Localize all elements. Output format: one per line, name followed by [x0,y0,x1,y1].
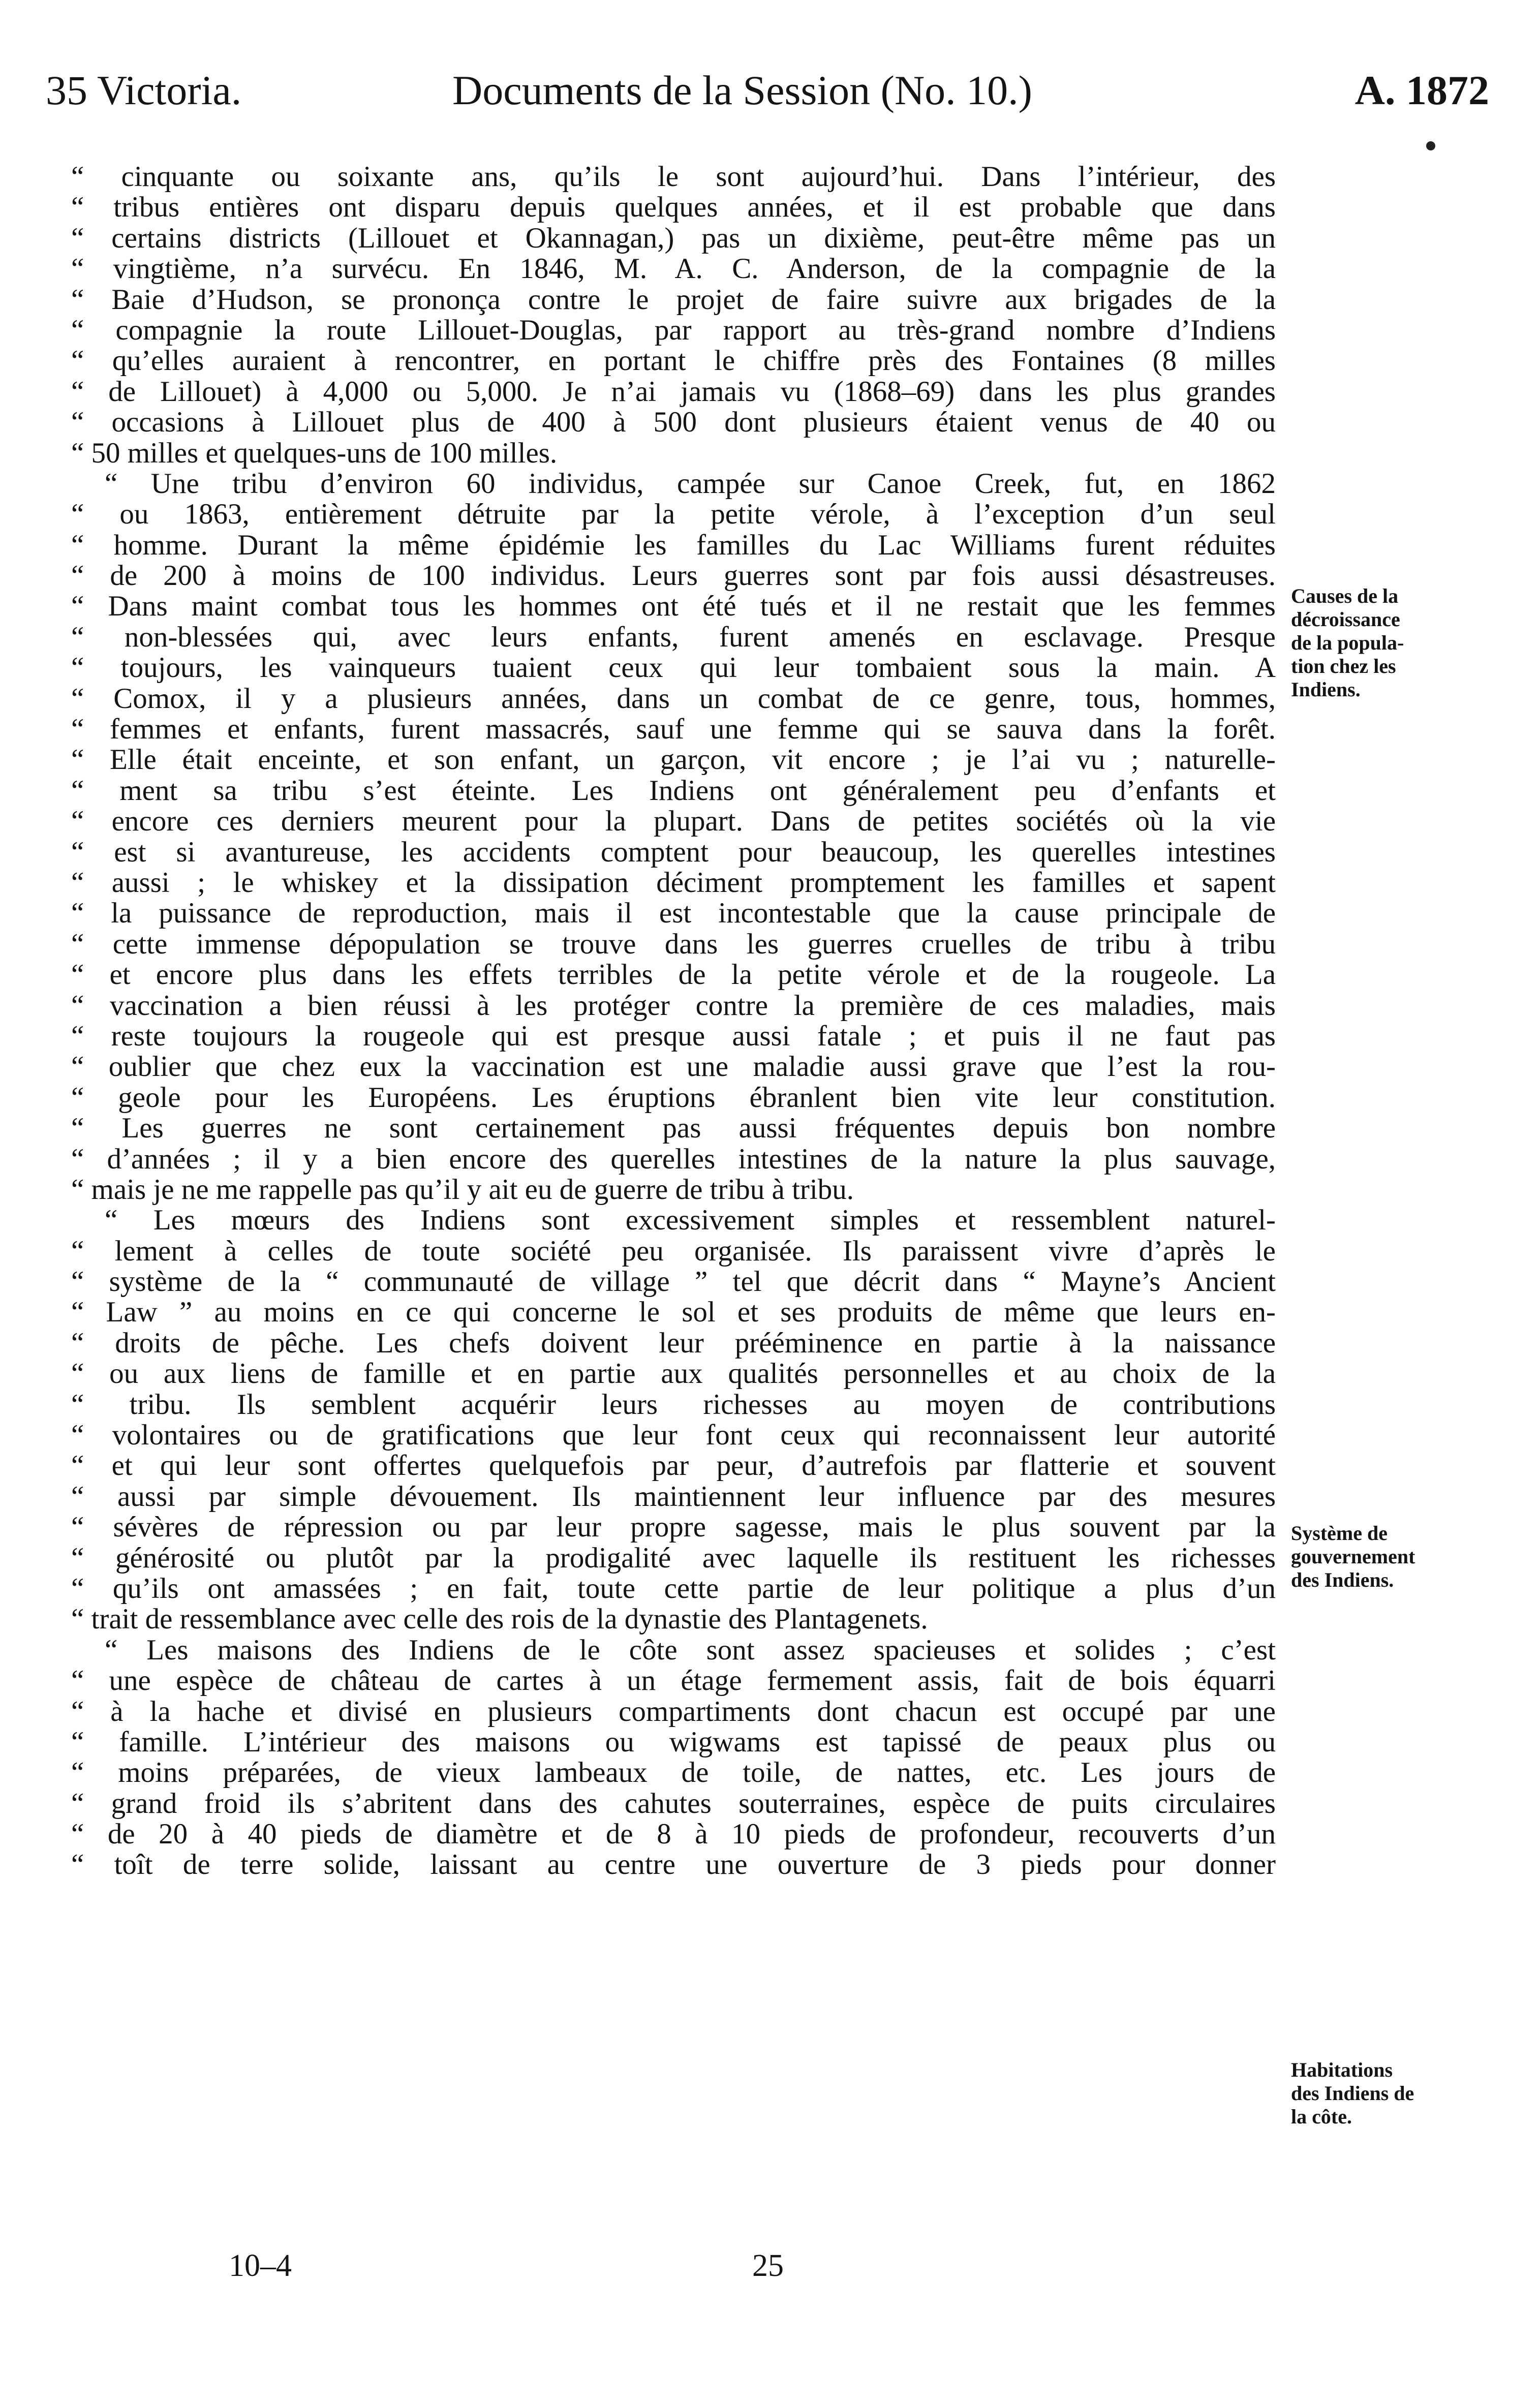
text-line: “ Law ” au moins en ce qui concerne le sol et ses produits de même que leurs en- [71,1297,1276,1328]
header-volume: 35 Victoria. [46,67,242,113]
header-year: A. 1872 [1354,67,1489,113]
text-line: “ tribus entières ont disparu depuis quelques années, et il est probable que dans [71,192,1276,223]
text-line: “ famille. L’intérieur des maisons ou wigwams est tapissé de peaux plus ou [71,1726,1276,1758]
margin-note-line: Indiens. [1291,678,1361,701]
text-line: “ Elle était enceinte, et son enfant, un garçon, vit encore ; je l’ai vu ; naturelle- [71,745,1276,776]
text-line: “ est si avantureuse, les accidents comptent pour beaucoup, les querelles intestines [71,837,1276,868]
text-line: “ 50 milles et quelques-uns de 100 milles. [71,438,558,469]
text-line: “ homme. Durant la même épidémie les familles du Lac Williams furent réduites [71,530,1276,561]
text-line: “ femmes et enfants, furent massacrés, sauf une femme qui se sauva dans la forêt. [71,714,1276,745]
text-line: “ Les mœurs des Indiens sont excessivement simples et ressemblent naturel- [105,1205,1276,1236]
text-line: “ volontaires ou de gratifications que leur font ceux qui reconnaissent leur autorité [71,1420,1276,1451]
text-line: “ tribu. Ils semblent acquérir leurs richesses au moyen de contributions [71,1389,1276,1421]
text-line: “ vaccination a bien réussi à les protéger contre la première de ces maladies, mais [71,990,1276,1021]
text-line: “ générosité ou plutôt par la prodigalité avec laquelle ils restituent les richesses [71,1543,1276,1574]
text-line: “ grand froid ils s’abritent dans des cahutes souterraines, espèce de puits circulaires [71,1788,1276,1819]
text-line: “ moins préparées, de vieux lambeaux de toile, de nattes, etc. Les jours de [71,1757,1276,1788]
margin-note-line: la côte. [1291,2105,1352,2128]
text-line: “ encore ces derniers meurent pour la plupart. Dans de petites sociétés où la vie [71,806,1276,837]
text-line: “ Une tribu d’environ 60 individus, campée sur Canoe Creek, fut, en 1862 [105,468,1276,500]
text-line: “ certains districts (Lillouet et Okannagan,) pas un dixième, peut-être même pas un [71,223,1276,254]
body-text [71,162,1276,1880]
text-line: “ ment sa tribu s’est éteinte. Les Indiens ont généralement peu d’enfants et [71,775,1276,807]
text-line: “ de 20 à 40 pieds de diamètre et de 8 à 10 pieds de profondeur, recouverts d’un [71,1819,1276,1850]
text-line: “ et qui leur sont offertes quelquefois par peur, d’autrefois par flatterie et souvent [71,1451,1276,1482]
text-line: “ occasions à Lillouet plus de 400 à 500 dont plusieurs étaient venus de 40 ou [71,407,1276,438]
text-line: “ aussi ; le whiskey et la dissipation déciment promptement les familles et sapent [71,867,1276,899]
text-line: “ de Lillouet) à 4,000 ou 5,000. Je n’ai jamais vu (1868–69) dans les plus grandes [71,376,1276,408]
text-line: “ de 200 à moins de 100 individus. Leurs guerres sont par fois aussi désastreuses. [71,561,1276,592]
text-line: “ d’années ; il y a bien encore des querelles intestines de la nature la plus sauvage, [71,1144,1276,1175]
page-number: 25 [752,2248,784,2283]
text-line: “ et encore plus dans les effets terribles de la petite vérole et de la rougeole. La [71,960,1276,991]
margin-note-line: décroissance [1291,608,1400,631]
text-line: “ geole pour les Européens. Les éruptions ébranlent bien vite leur constitution. [71,1082,1276,1114]
text-line: “ ou 1863, entièrement détruite par la petite vérole, à l’exception d’un seul [71,499,1276,530]
text-line: “ Dans maint combat tous les hommes ont été tués et il ne restait que les femmes [71,591,1276,622]
text-line: “ qu’ils ont amassées ; en fait, toute cette partie de leur politique a plus d’un [71,1573,1276,1605]
text-line: “ toujours, les vainqueurs tuaient ceux qui leur tombaient sous la main. A [71,653,1276,684]
text-line: “ ou aux liens de famille et en partie aux qualités personnelles et au choix de la [71,1359,1276,1390]
text-line: “ Comox, il y a plusieurs années, dans un combat de ce genre, tous, hommes, [71,683,1276,715]
margin-note-line: de la popula- [1291,631,1404,654]
text-line: “ qu’elles auraient à rencontrer, en portant le chiffre près des Fontaines (8 milles [71,346,1276,377]
text-line: “ aussi par simple dévouement. Ils maintiennent leur influence par des mesures [71,1481,1276,1513]
text-line: “ compagnie la route Lillouet-Douglas, par rapport au très-grand nombre d’Indiens [71,315,1276,346]
text-line: “ système de la “ communauté de village ” tel que décrit dans “ Mayne’s Ancient [71,1267,1276,1298]
text-line: “ Les maisons des Indiens de le côte sont assez spacieuses et solides ; c’est [105,1634,1276,1666]
text-line: “ cette immense dépopulation se trouve dans les guerres cruelles de tribu à tribu [71,929,1276,960]
margin-note-line: gouvernement [1291,1545,1415,1568]
text-line: “ Baie d’Hudson, se prononça contre le projet de faire suivre aux brigades de la [71,284,1276,315]
page-header [46,65,1489,116]
margin-note-line: Système de [1291,1522,1388,1545]
margin-note [1291,1522,1474,1592]
text-line: “ cinquante ou soixante ans, qu’ils le sont aujourd’hui. Dans l’intérieur, des [71,162,1276,193]
text-line: “ sévères de répression ou par leur propre sagesse, mais le plus souvent par la [71,1512,1276,1543]
text-line: “ non-blessées qui, avec leurs enfants, furent amenés en esclavage. Presque [71,622,1276,653]
text-line: “ reste toujours la rougeole qui est presque aussi fatale ; et puis il ne faut pas [71,1021,1276,1052]
text-line: “ mais je ne me rappelle pas qu’il y ait eu de guerre de tribu à tribu. [71,1174,854,1206]
text-line: “ à la hache et divisé en plusieurs compartiments dont chacun est occupé par une [71,1696,1276,1727]
margin-note [1291,584,1474,701]
margin-note-line: Causes de la [1291,584,1399,607]
page-footer [0,2245,1540,2286]
text-line: “ oublier que chez eux la vaccination est une maladie aussi grave que l’est la rou- [71,1052,1276,1083]
text-line: “ la puissance de reproduction, mais il est incontestable que la cause principale de [71,898,1276,929]
text-line: “ droits de pêche. Les chefs doivent leur prééminence en partie à la naissance [71,1328,1276,1359]
margin-note-line: des Indiens de [1291,2082,1414,2105]
margin-note [1291,2058,1474,2129]
header-title: Documents de la Session (No. 10.) [452,67,1032,113]
text-line: “ vingtième, n’a survécu. En 1846, M. A. C. Anderson, de la compagnie de la [71,254,1276,285]
text-line: “ lement à celles de toute société peu organisée. Ils paraissent vivre d’après le [71,1236,1276,1267]
text-line: “ trait de ressemblance avec celle des rois de la dynastie des Plantagenets. [71,1604,928,1635]
margin-note-line: des Indiens. [1291,1568,1394,1591]
header-dot-mark [1426,141,1435,150]
margin-note-line: Habitations [1291,2058,1393,2081]
text-line: “ toît de terre solide, laissant au centre une ouverture de 3 pieds pour donner [71,1849,1276,1880]
text-line: “ une espèce de château de cartes à un étage fermement assis, fait de bois équarri [71,1665,1276,1696]
margin-note-line: tion chez les [1291,655,1396,677]
text-line: “ Les guerres ne sont certainement pas aussi fréquentes depuis bon nombre [71,1113,1276,1144]
footer-signature-mark: 10–4 [229,2248,292,2283]
